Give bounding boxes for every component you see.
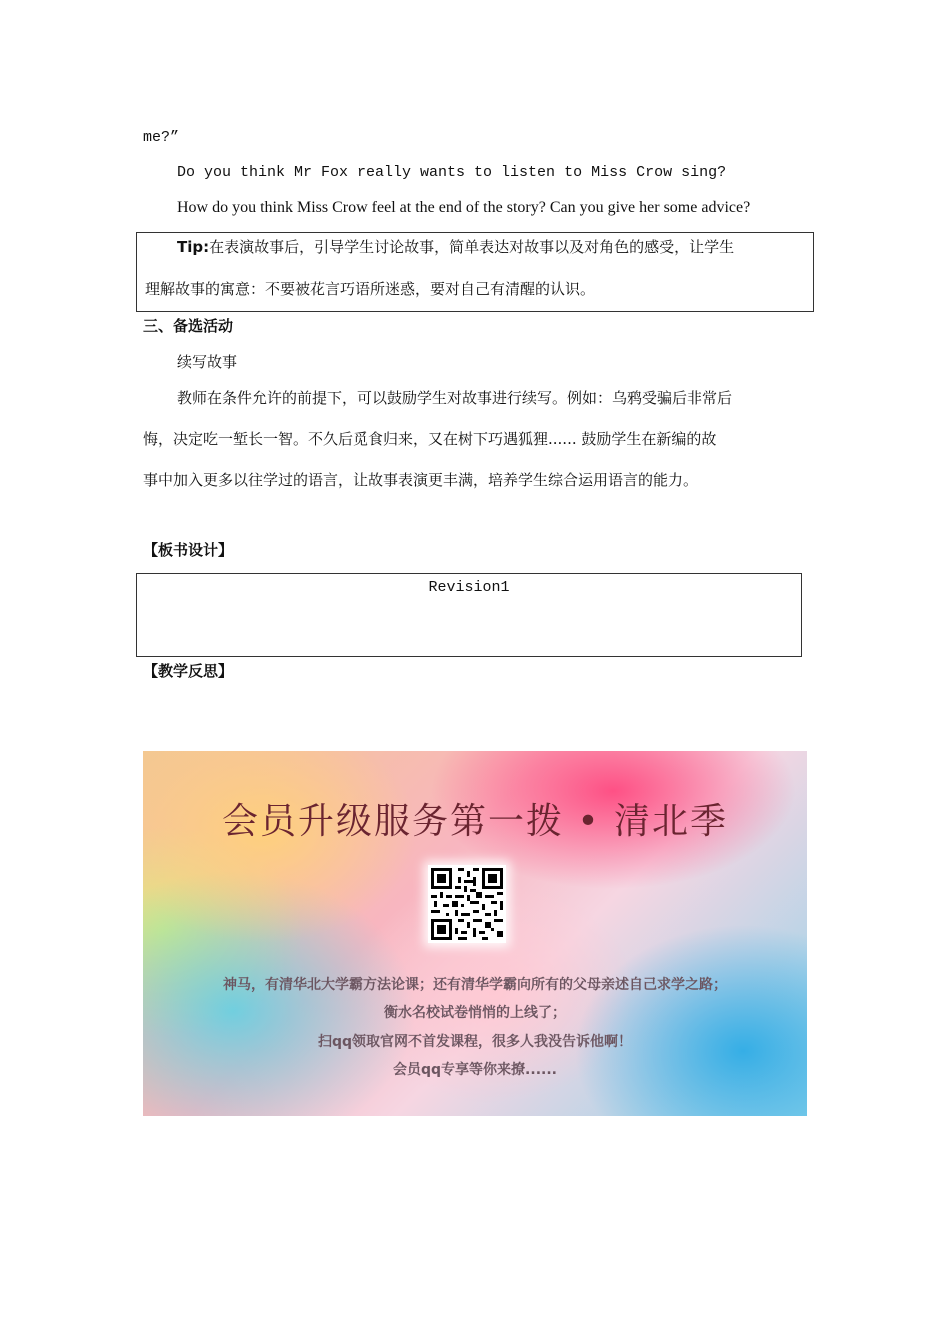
subheading-continue-story: 续写故事 [177,353,238,371]
question-line-1: Do you think Mr Fox really wants to listen to Miss Crow sing? [177,164,727,181]
section-heading-alternative-activities: 三、备选活动 [143,317,234,335]
paragraph-line-2: 悔，决定吃一堑长一智。不久后觅食归来，又在树下巧遇狐狸...... 鼓励学生在新编的故 [143,430,717,448]
tip-box [136,232,814,312]
tip-text-1: 在表演故事后，引导学生讨论故事，简单表达对故事以及对角色的感受，让学生 [209,238,735,256]
banner-line-1: 神马，有清华北大学霸方法论课；还有清华学霸向所有的父母亲述自己求学之路； [223,977,727,993]
paragraph-line-1: 教师在条件允许的前提下，可以鼓励学生对故事进行续写。例如：乌鸦受骗后非常后 [177,389,733,407]
banner-line-3: 扫qq领取官网不首发课程，很多人我没告诉他啊！ [317,1034,633,1050]
board-title: Revision1 [428,579,510,596]
board-design-box [136,573,802,657]
tip-label: Tip: [177,238,210,256]
banner-line-2: 衡水名校试卷悄悄的上线了； [384,1005,566,1021]
tip-line-2: 理解故事的寓意：不要被花言巧语所迷惑，要对自己有清醒的认识。 [145,280,596,298]
question-line-2: How do you think Miss Crow feel at the end of the story? Can you give her some advice? [177,199,751,216]
teaching-reflection-heading: 【教学反思】 [143,662,234,680]
text-line-me: me?” [143,129,180,146]
banner-line-4: 会员qq专享等你来撩...... [393,1062,557,1078]
paragraph-line-3: 事中加入更多以往学过的语言，让故事表演更丰满，培养学生综合运用语言的能力。 [143,471,699,489]
tip-line-1 [177,237,734,257]
qr-code-icon[interactable] [428,865,506,943]
promo-banner[interactable] [143,751,807,1116]
banner-title: 会员升级服务第一拨 • 清北季 [221,801,729,842]
board-design-heading: 【板书设计】 [143,541,234,559]
